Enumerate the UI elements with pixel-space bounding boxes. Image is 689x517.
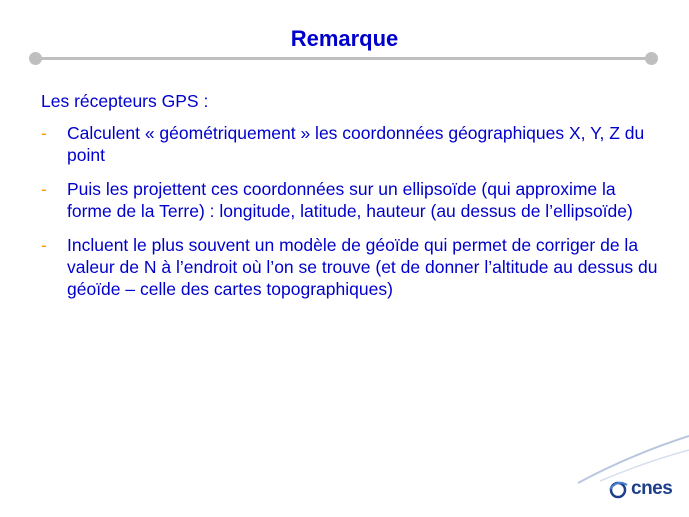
logo-text: cnes [631,478,673,499]
bullet-text: Puis les projettent ces coordonnées sur un ellipsoïde (qui approxime la forme de la Terre) : longitude, latitude, hauteur (au dessus de l’ellipsoïde) [67,179,633,221]
bullet-text: Incluent le plus souvent un modèle de géoïde qui permet de corriger de la valeur de N à l’endroit où l’on se trouve (et de donner l’altitude au dessus du géoïde – celle des cartes topographiques) [67,235,658,299]
intro-text: Les récepteurs GPS : [41,91,209,111]
cnes-logo-icon [608,479,628,499]
slide-title: Remarque [290,26,399,51]
bullet-text: Calculent « géométriquement » les coordonnées géographiques X, Y, Z du point [67,123,645,165]
cnes-logo [608,478,672,500]
bullet-marker: - [41,235,47,255]
bullet-marker: - [41,123,47,143]
bullet-marker: - [41,179,47,199]
